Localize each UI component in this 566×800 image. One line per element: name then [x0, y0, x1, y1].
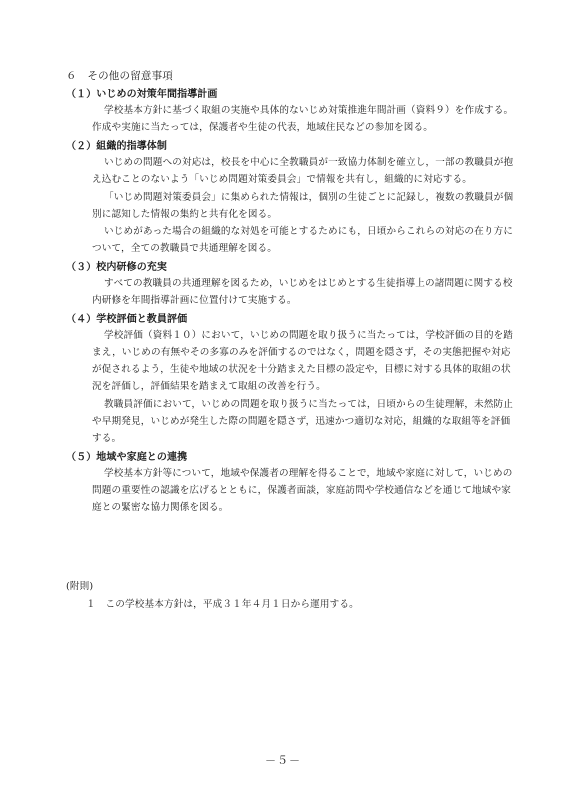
subsection-heading-4: （４）学校評価と教員評価: [66, 314, 188, 325]
body-line: 学校基本方針に基づく取組の実施や具体的ないじめ対策推進年間計画（資料９）を作成する。: [104, 105, 514, 116]
subsection-heading-1: （１）いじめの対策年間指導計画: [66, 89, 218, 100]
body-line: 内研修を年間指導計画に位置付けて実施する。: [92, 295, 297, 306]
body-line: 学校評価（資料１０）において，いじめの問題を取り扱うに当たっては，学校評価の目的を踏: [104, 330, 514, 341]
section-title: ６ その他の留意事項: [66, 70, 173, 82]
subsection-heading-3: （３）校内研修の充実: [66, 262, 167, 273]
body-line: 「いじめ問題対策委員会」に集められた情報は，個別の生徒ごとに記録し，複数の教職員が個: [104, 192, 514, 203]
body-line: え込むことのないよう「いじめ問題対策委員会」で情報を共有し，組織的に対応する。: [92, 174, 473, 185]
body-line: 別に認知した情報の集約と共有化を図る。: [92, 209, 278, 220]
body-line: や早期発見，いじめが発生した際の問題を隠さず，迅速かつ適切な対応，組織的な取組等を評価: [92, 416, 511, 427]
body-line: ついて，全ての教職員で共通理解を図る。: [92, 243, 277, 254]
body-line: いじめの問題への対応は，校長を中心に全教職員が一致協力体制を確立し，一部の教職員が抱: [104, 157, 514, 168]
body-line: 況を評価し，評価結果を踏まえて取組の改善を行う。: [92, 381, 326, 392]
supplement-item: １ この学校基本方針は，平成３１年４月１日から運用する。: [86, 599, 359, 610]
body-line: 教職員評価において，いじめの問題を取り扱うに当たっては，日頃からの生徒理解，未然防止: [104, 399, 514, 410]
body-line: まえ，いじめの有無やその多寡のみを評価するのではなく，問題を隠さず，その実態把握や対応: [92, 347, 511, 358]
body-line: が促されるよう，生徒や地域の状況を十分踏まえた目標の設定や，目標に対する具体的取組の状: [92, 364, 511, 375]
body-line: すべての教職員の共通理解を図るため，いじめをはじめとする生徒指導上の諸問題に関する校: [104, 278, 513, 289]
subsection-heading-5: （５）地域や家庭との連携: [66, 452, 188, 463]
body-line: 問題の重要性の認識を広げるとともに，保護者面談，家庭訪問や学校通信などを通じて地域や家: [92, 485, 511, 496]
body-line: 学校基本方針等について，地域や保護者の理解を得ることで，地域や家庭に対して，いじめの: [104, 468, 513, 479]
subsection-heading-2: （２）組織的指導体制: [66, 141, 167, 152]
page-number: －５－: [265, 754, 301, 767]
body-line: いじめがあった場合の組織的な対処を可能とするためにも，日頃からこれらの対応の在り方に: [104, 226, 514, 237]
body-line: 庭との緊密な協力関係を図る。: [92, 502, 229, 513]
body-line: する。: [92, 433, 122, 444]
supplement-heading: (附則): [66, 581, 94, 592]
body-line: 作成や実施に当たっては，保護者や生徒の代表，地域住民などの参加を図る。: [92, 122, 434, 133]
